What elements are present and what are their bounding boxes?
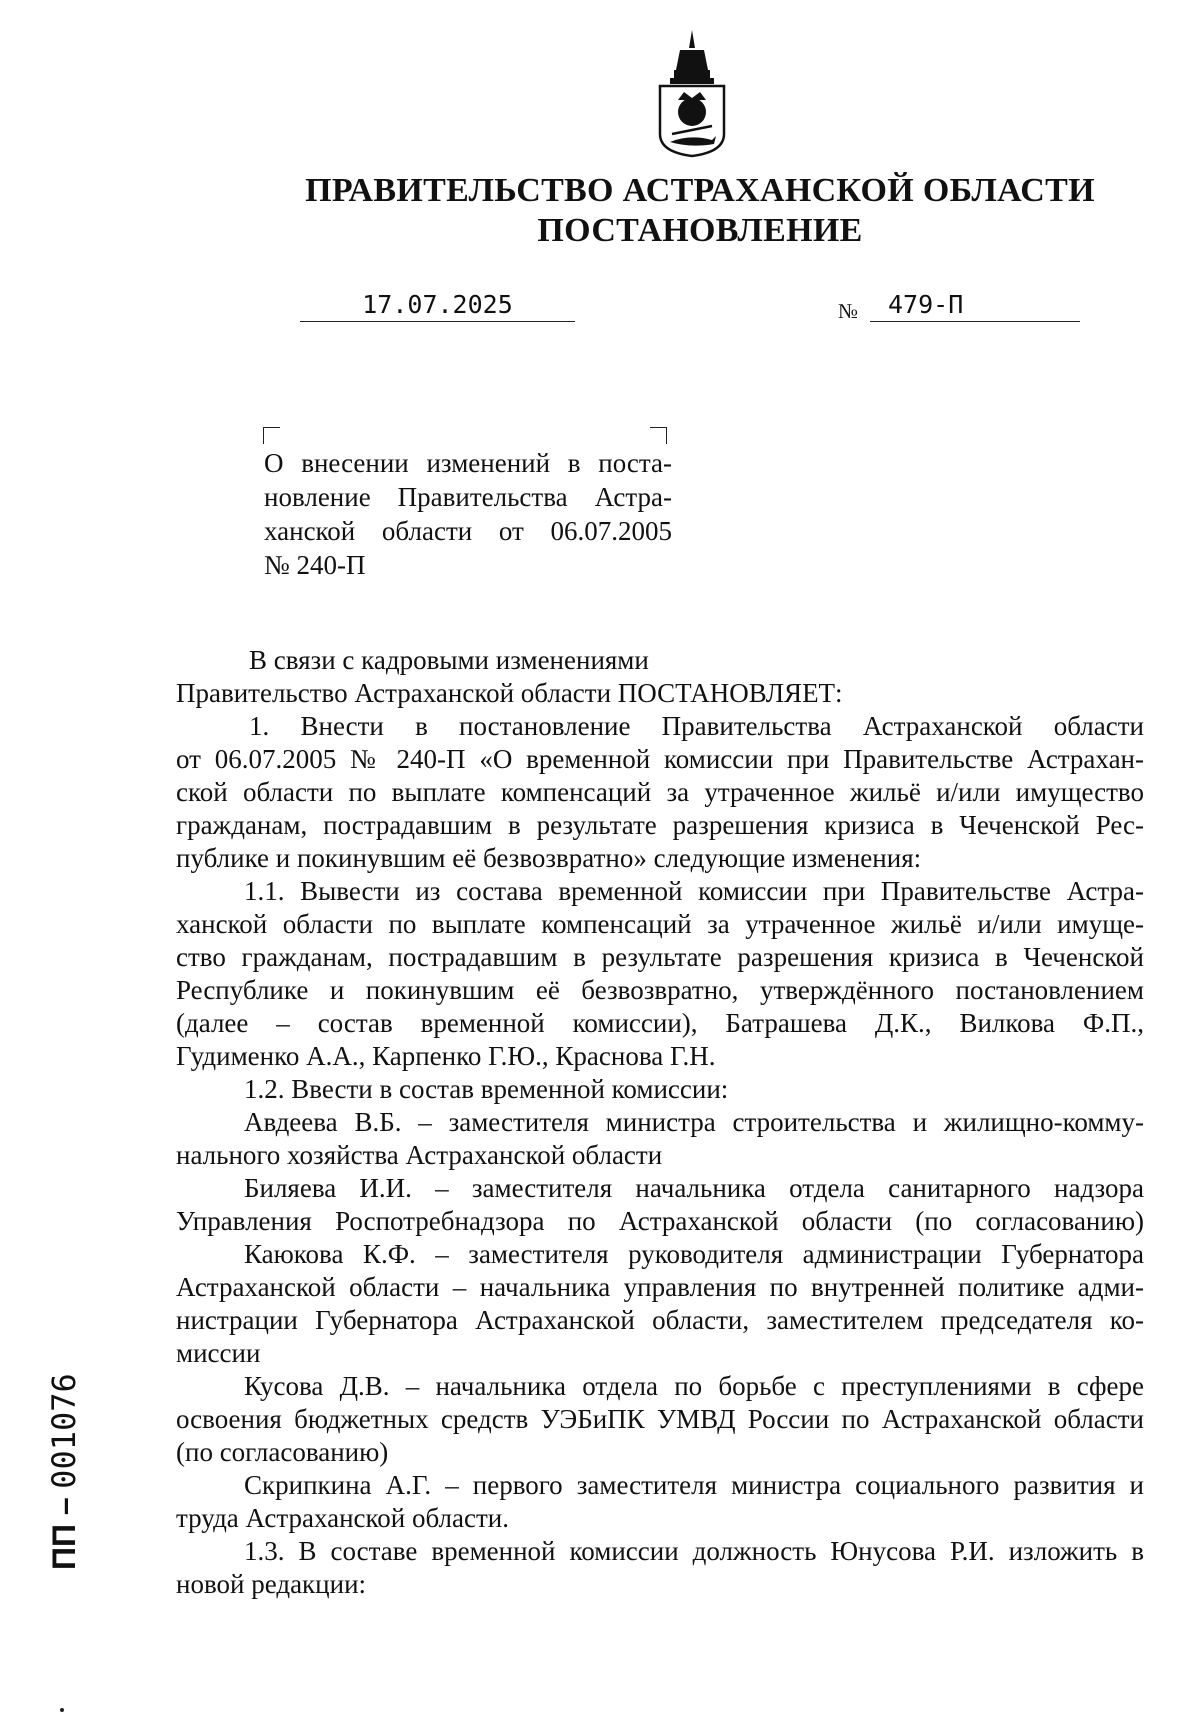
margin-dot [60,1708,64,1712]
body-line: Авдеева В.Б. – заместителя министра строительства и жилищно-комму- [244,1107,1144,1137]
body-line: (по согласованию) [176,1437,389,1467]
body-line: Каюкова К.Ф. – заместителя руководителя администрации Губернатора [244,1239,1144,1269]
body-line: миссии [176,1338,261,1368]
body-text [176,644,1144,1601]
body-line: новой редакции: [176,1569,367,1599]
organization-title: ПРАВИТЕЛЬСТВО АСТРАХАНСКОЙ ОБЛАСТИ [305,172,1095,209]
stamp-prefix: ПП – [46,1497,82,1570]
body-line: от 06.07.2005 № 240-П «О временной комиссии при Правительстве Астрахан- [176,744,1144,774]
subject-line: О внесении изменений в поста- [264,448,672,478]
document-type-title: ПОСТАНОВЛЕНИЕ [537,212,863,249]
coat-of-arms-icon [650,30,734,158]
body-line: ство гражданам, пострадавшим в результате разрешения кризиса в Чеченской [176,942,1144,972]
subject-corner-right [650,427,667,444]
body-line: 1.2. Ввести в состав временной комиссии: [244,1074,729,1104]
body-line: публике и покинувшим её безвозвратно» следующие изменения: [176,843,922,873]
body-line: труда Астраханской области. [176,1503,509,1533]
body-line: Биляева И.И. – заместителя начальника отдела санитарного надзора [244,1173,1144,1203]
body-line: нистрации Губернатора Астраханской области, заместителем председателя ко- [176,1305,1144,1335]
subject-line: новление Правительства Астра- [264,482,672,512]
body-line: ской области по выплате компенсаций за утраченное жильё и/или имущество [176,777,1144,807]
stamp-code: 001076 [45,1373,83,1489]
subject-line: № 240-П [264,550,366,580]
registration-stamp [34,1290,94,1570]
body-line: Управления Роспотребнадзора по Астраханской области (по согласованию) [176,1206,1144,1236]
document-number: 479-П [870,289,1080,322]
document-date: 17.07.2025 [300,289,575,322]
subject-corner-left [263,427,280,444]
body-line: 1. Внести в постановление Правительства Астраханской области [249,711,1144,741]
body-line: 1.1. Вывести из состава временной комиссии при Правительстве Астра- [244,876,1144,906]
body-line: Кусова Д.В. – начальника отдела по борьбе с преступлениями в сфере [244,1371,1144,1401]
body-line: (далее – состав временной комиссии), Батрашева Д.К., Вилкова Ф.П., [176,1008,1144,1038]
body-line: 1.3. В составе временной комиссии должность Юнусова Р.И. изложить в [244,1536,1144,1566]
body-line: освоения бюджетных средств УЭБиПК УМВД России по Астраханской области [176,1404,1144,1434]
body-line: Астраханской области – начальника управления по внутренней политике адми- [176,1272,1144,1302]
body-line: гражданам, пострадавшим в результате разрешения кризиса в Чеченской Рес- [176,810,1144,840]
subject-block [264,446,672,582]
body-line: ханской области по выплате компенсаций за утраченное жильё и/или имуще- [176,909,1144,939]
subject-line: ханской области от 06.07.2005 [264,516,672,546]
body-line: нального хозяйства Астраханской области [176,1140,663,1170]
body-line: Правительство Астраханской области ПОСТАНОВЛЯЕТ: [176,678,843,708]
body-line: Республике и покинувшим её безвозвратно, утверждённого постановлением [176,975,1144,1005]
coat-of-arms-emblem [650,30,734,158]
body-line: Скрипкина А.Г. – первого заместителя министра социального развития и [244,1470,1144,1500]
body-line: В связи с кадровыми изменениями [249,645,649,675]
number-sign: № [838,299,859,323]
body-line: Гудименко А.А., Карпенко Г.Ю., Краснова Г.Н. [176,1041,716,1071]
